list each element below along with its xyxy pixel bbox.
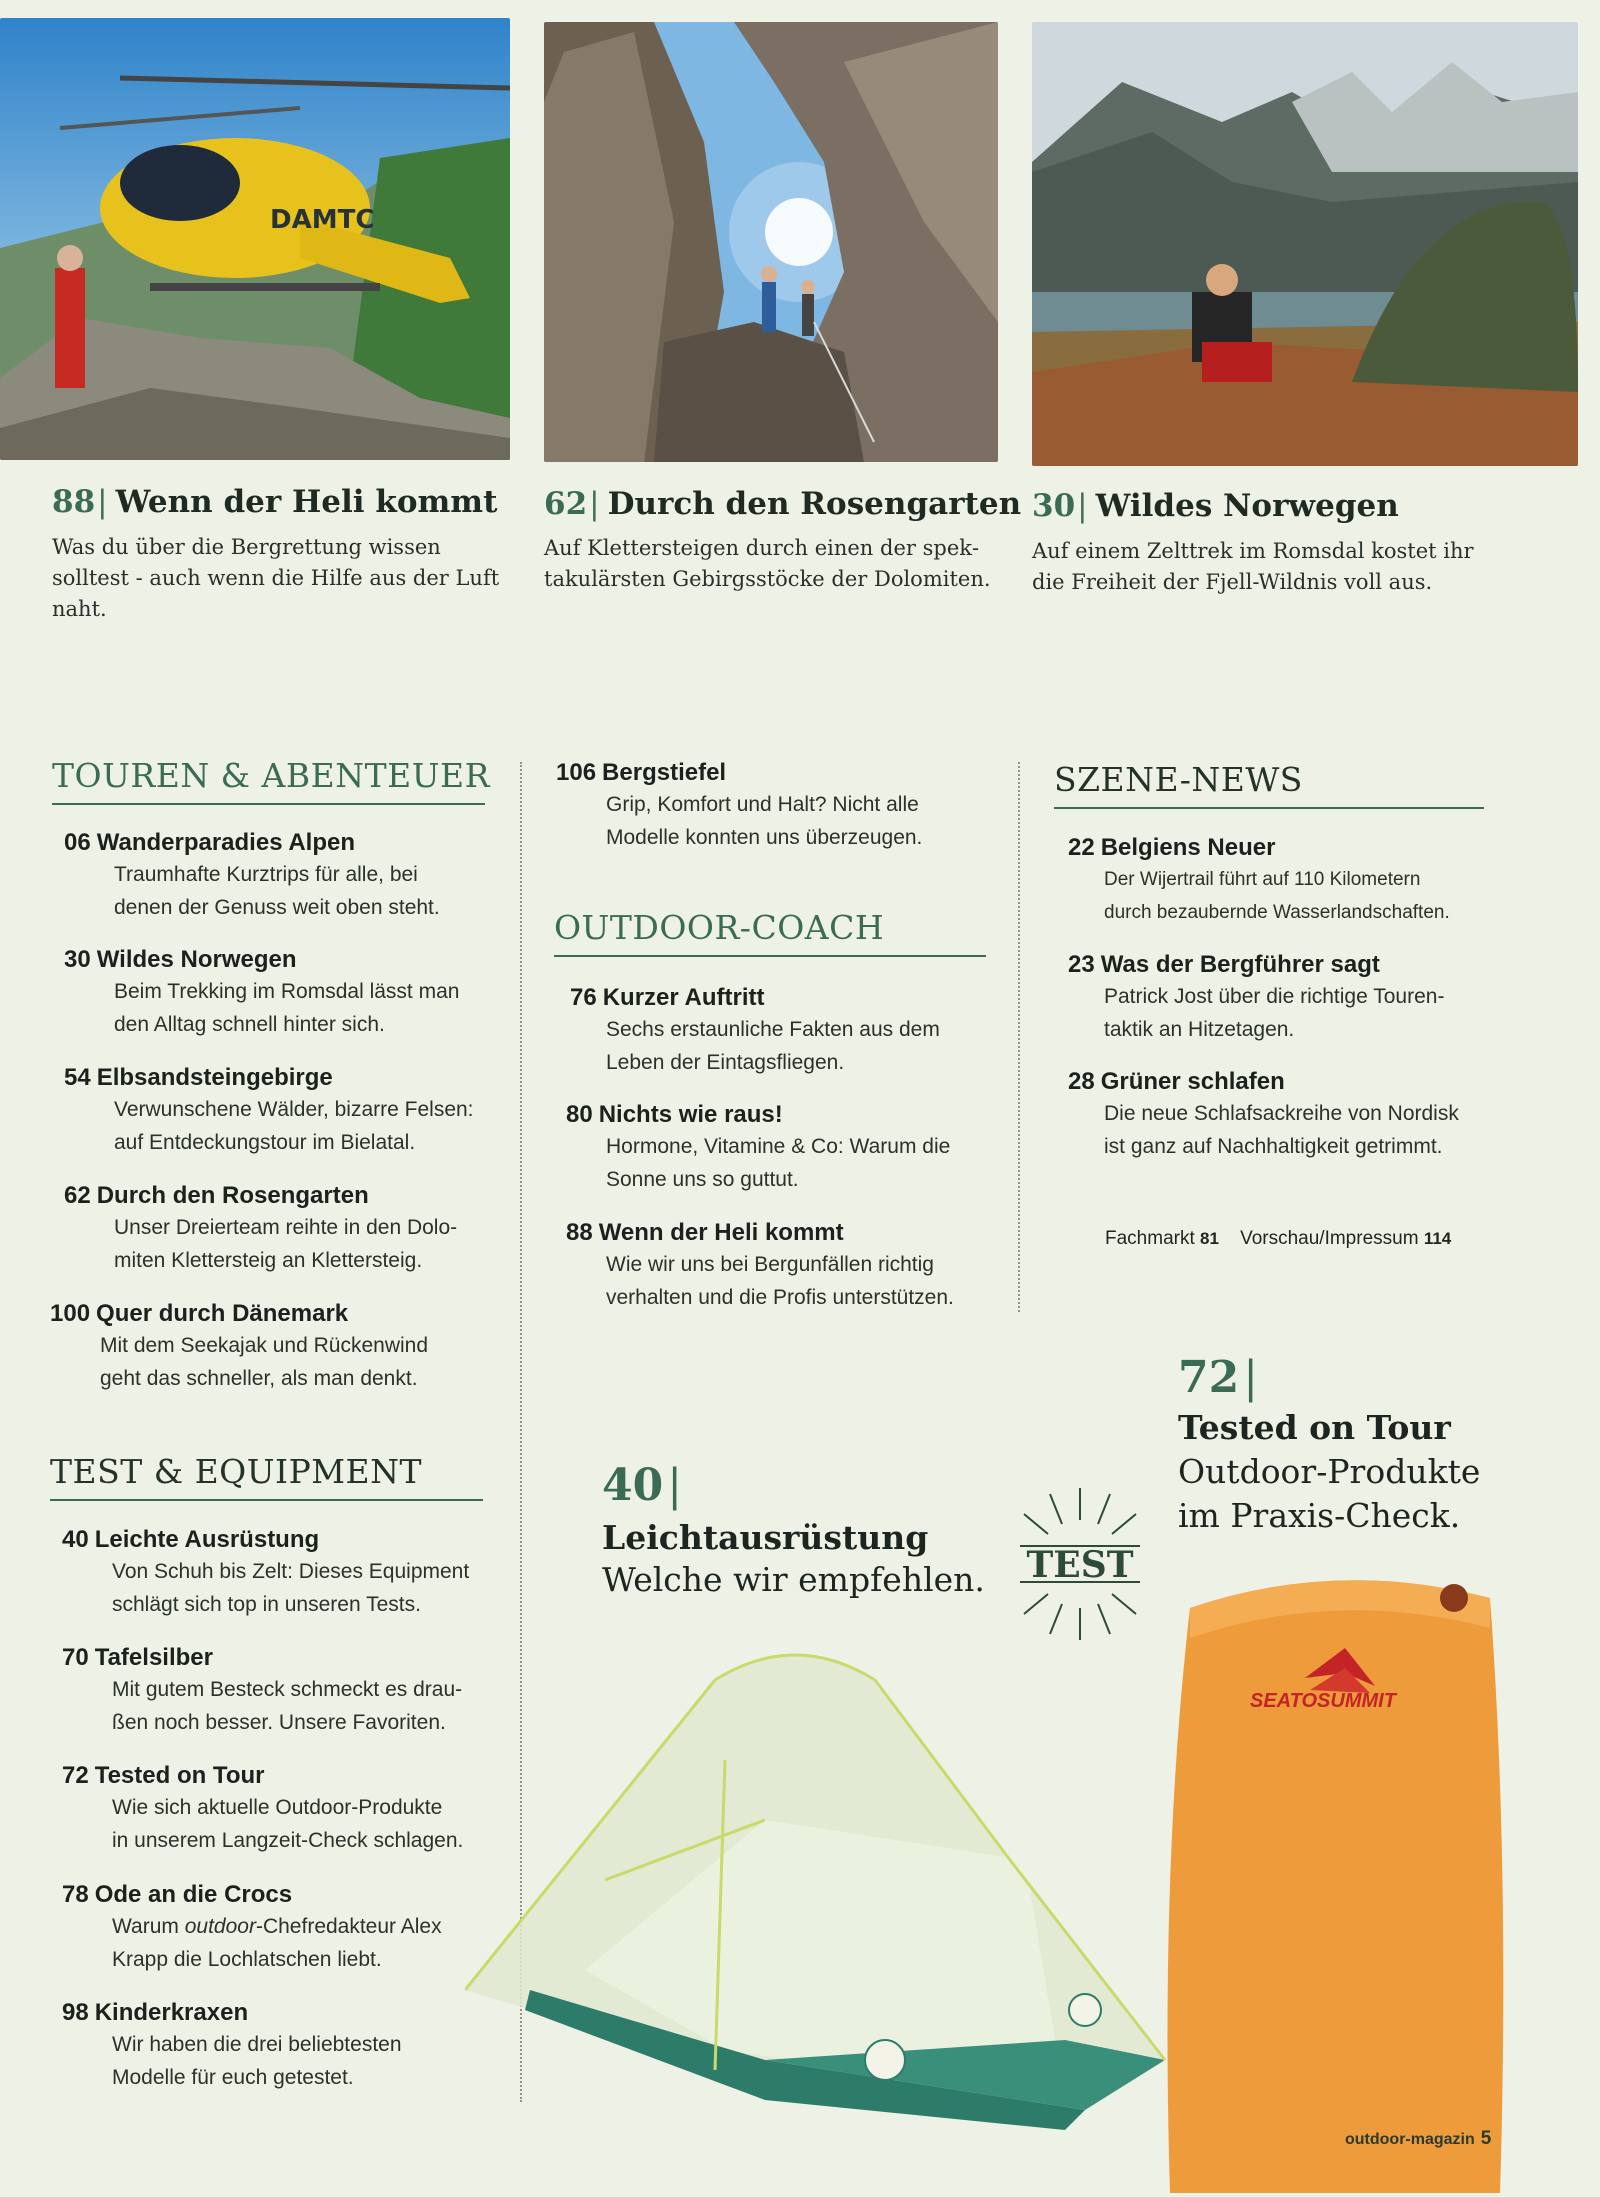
promo-leicht-number: 40| — [602, 1460, 683, 1511]
promo-tested-title[interactable]: Tested on Tour — [1178, 1408, 1451, 1447]
section-heading-coach: OUTDOOR-COACH — [554, 908, 986, 957]
toc-entry[interactable]: 78 Ode an die Crocs Warum outdoor-Chefredakteur Alex Krapp die Lochlatschen liebt. — [62, 1880, 492, 1976]
mat-brand-label: SEATOSUMMIT — [1250, 1690, 1396, 1712]
photo-norwegen — [1032, 22, 1578, 466]
promo-tested-desc-2: im Praxis-Check. — [1178, 1496, 1461, 1535]
page-footer: outdoor-magazin 5 — [1345, 2128, 1492, 2149]
promo-tested-number: 72| — [1178, 1352, 1259, 1403]
vorschau-link[interactable]: Vorschau/Impressum 114 — [1240, 1228, 1452, 1249]
feature-title-heli[interactable]: 88| Wenn der Heli kommt — [52, 484, 498, 520]
column-divider-right — [1018, 762, 1020, 1312]
toc-entry[interactable]: 30 Wildes Norwegen Beim Trekking im Romsdal lässt man den Alltag schnell hinter sich. — [64, 946, 460, 1036]
toc-entry[interactable]: 88 Wenn der Heli kommt Wie wir uns bei Bergunfällen richtig verhalten und die Profis unterstützen. — [566, 1219, 954, 1309]
helicopter-label: DAMTC — [270, 205, 375, 235]
test-badge-label: TEST — [1026, 1544, 1134, 1586]
toc-entry[interactable]: 40 Leichte Ausrüstung Von Schuh bis Zelt: Dieses Equipment schlägt sich top in unseren Tests. — [62, 1526, 470, 1616]
feature-title-norwegen[interactable]: 30| Wildes Norwegen — [1032, 488, 1399, 524]
photo-rosengarten — [544, 22, 998, 462]
toc-entry[interactable]: 98 Kinderkraxen Wir haben die drei beliebtesten Modelle für euch getestet. — [62, 1999, 402, 2089]
toc-entry[interactable]: 06 Wanderparadies Alpen Traumhafte Kurztrips für alle, bei denen der Genuss weit oben steht. — [64, 829, 440, 919]
toc-entry[interactable]: 70 Tafelsilber Mit gutem Besteck schmeckt es drau- ßen noch besser. Unsere Favoriten. — [62, 1644, 463, 1734]
feature-desc-rosengarten: Auf Klettersteigen durch einen der spektakulärsten Gebirgsstöcke der Dolomiten. — [544, 536, 991, 591]
section-heading-test: TEST & EQUIPMENT — [50, 1452, 483, 1501]
toc-entry[interactable]: 22 Belgiens Neuer Der Wijertrail führt auf 110 Kilometern durch bezaubernde Wasserlandschaften. — [1068, 834, 1450, 923]
feature-desc-norwegen: Auf einem Zelttrek im Romsdal kostet ihr die Freiheit der Fjell-Wildnis voll aus. — [1032, 539, 1474, 594]
photo-helicopter — [0, 18, 510, 460]
fachmarkt-link[interactable]: Fachmarkt 81 — [1105, 1228, 1219, 1249]
section-heading-touren: TOUREN & ABENTEUER — [52, 756, 485, 805]
toc-entry[interactable]: 72 Tested on Tour Wie sich aktuelle Outdoor-Produkte in unserem Langzeit-Check schlagen. — [62, 1762, 464, 1852]
toc-entry[interactable]: 28 Grüner schlafen Die neue Schlafsackreihe von Nordisk ist ganz auf Nachhaltigkeit getrimmt. — [1068, 1068, 1459, 1158]
sleeping-mat-image — [1160, 1568, 1514, 2193]
test-badge — [1010, 1484, 1150, 1644]
promo-leicht-desc: Welche wir empfehlen. — [602, 1560, 985, 1599]
section-heading-szene: SZENE-NEWS — [1054, 760, 1484, 809]
entry-desc-crocs: Warum outdoor-Chefredakteur Alex — [112, 1915, 442, 1938]
toc-entry[interactable]: 106 Bergstiefel Grip, Komfort und Halt? Nicht alle Modelle konnten uns überzeugen. — [556, 759, 923, 849]
toc-entry[interactable]: 100 Quer durch Dänemark Mit dem Seekajak und Rückenwind geht das schneller, als man denkt. — [50, 1300, 429, 1390]
toc-entry[interactable]: 54 Elbsandsteingebirge Verwunschene Wälder, bizarre Felsen: auf Entdeckungstour im Bielatal. — [64, 1064, 474, 1154]
promo-tested-desc-1: Outdoor-Produkte — [1178, 1452, 1481, 1491]
feature-desc-heli: Was du über die Bergrettung wissen solltest - auch wenn die Hilfe aus der Luft naht. — [52, 535, 500, 621]
tent-image — [465, 1640, 1185, 2130]
toc-entry[interactable]: 23 Was der Bergführer sagt Patrick Jost über die richtige Touren- taktik an Hitzetagen. — [1068, 951, 1445, 1041]
promo-leicht-title[interactable]: Leichtausrüstung — [602, 1518, 929, 1557]
toc-entry[interactable]: 62 Durch den Rosengarten Unser Dreierteam reihte in den Dolo- miten Klettersteig an Klettersteig. — [64, 1182, 458, 1272]
toc-entry[interactable]: 80 Nichts wie raus! Hormone, Vitamine & Co: Warum die Sonne uns so guttut. — [566, 1101, 951, 1191]
footer-links — [1105, 1228, 1451, 1250]
toc-entry[interactable]: 76 Kurzer Auftritt Sechs erstaunliche Fakten aus dem Leben der Eintagsfliegen. — [570, 984, 940, 1074]
feature-title-rosengarten[interactable]: 62| Durch den Rosengarten — [544, 486, 1022, 522]
